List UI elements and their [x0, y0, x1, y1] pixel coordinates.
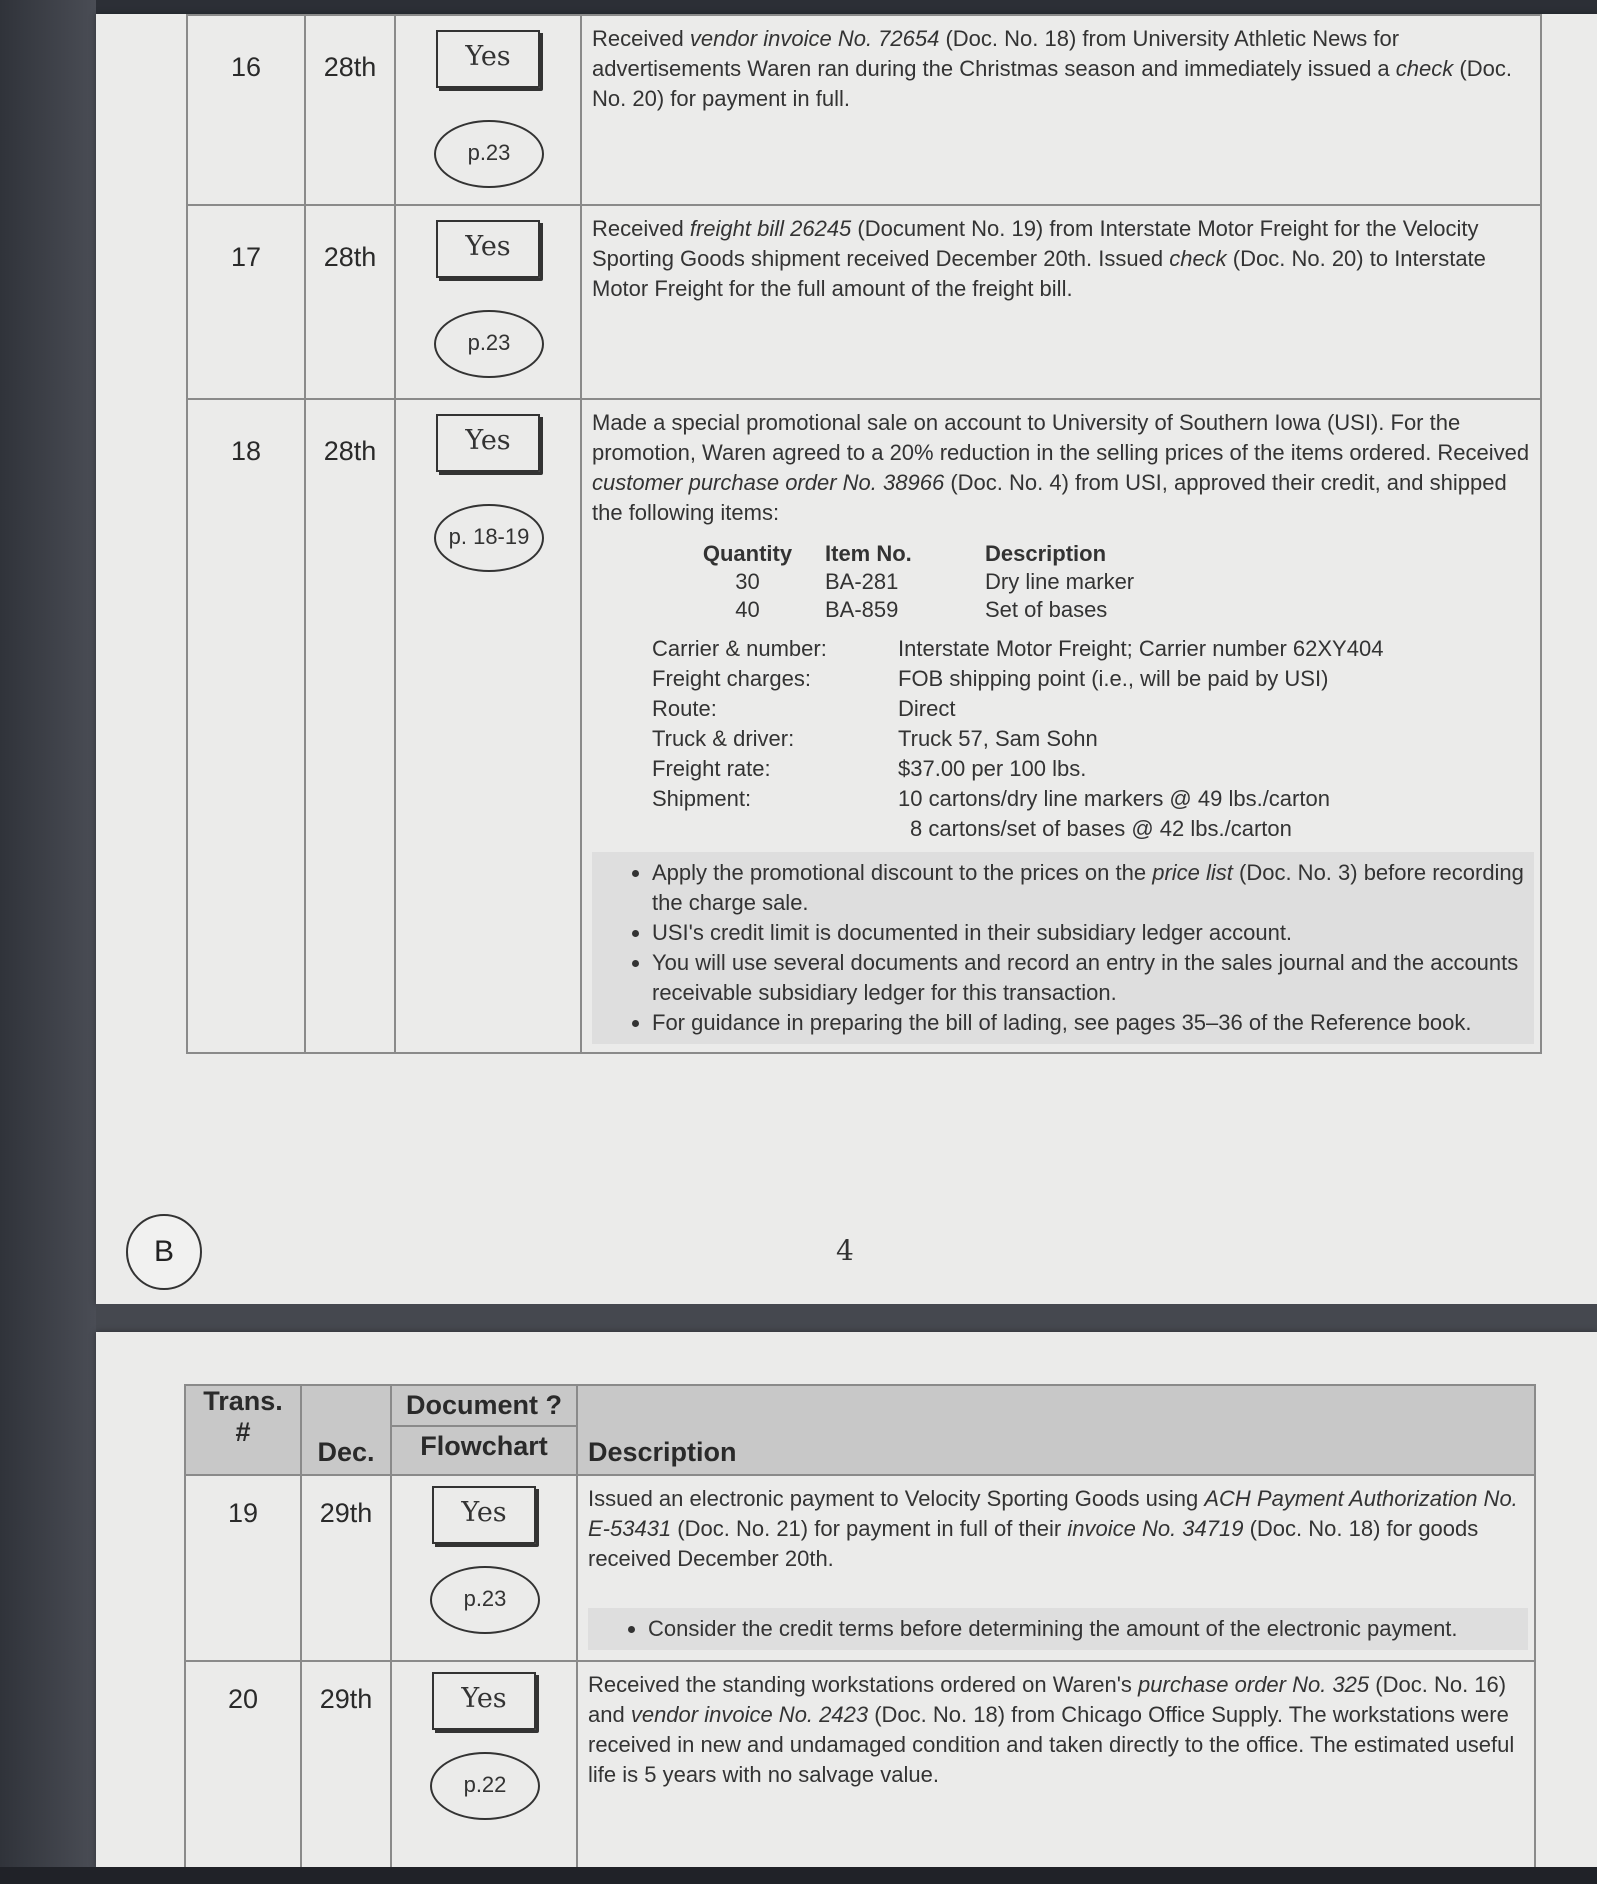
- quantity-header: Quantity: [702, 541, 793, 566]
- desk-background-top: [0, 0, 1597, 14]
- instruction-notes: [592, 852, 1534, 1044]
- list-item: Carrier & number: Interstate Motor Freight; Carrier number 62XY404: [652, 636, 1384, 661]
- transaction-description: Received vendor invoice No. 72654 (Doc. No. 18) from University Athletic News for advertisements Waren ran during the Christmas season and immediately issued a check (Doc. No. 20) for payment in full.: [581, 15, 1541, 205]
- page-number: 4: [836, 1234, 854, 1267]
- document-cell: [391, 1661, 577, 1871]
- transaction-description: Made a special promotional sale on account to University of Southern Iowa (USI). For the promotion, Waren agreed to a 20% reduction in the selling prices of the items ordered. Received customer purchase order No. 38966 (Doc. No. 4) from USI, approved their credit, and shipped the following items: Quantity Item No. Description 30 BA-281 Dry line marker 40 BA-859 Set of bases Carrier & number: Interstate Motor Freight; Carrier number 62XY404 Freight charges: FOB shipping point (i.e., will be paid by USI) Route: Direct Truck & driver: Truck 57, Sam Sohn Freight rate: $37.00 per 100 lbs. Shipment: 10 cartons/dry line markers @ 49 lbs./carton 8 cartons/set of bases @ 42 lbs./carton • Apply the promotional discount to the prices on the price list (Doc. No. 3) before recording the charge sale. • USI's credit limit is documented in their subsidiary ledger account. • You will use several documents and record an entry in the sales journal and the accounts receivable subsidiary ledger for this transaction. • For guidance in preparing the bill of lading, see pages 35–36 of the Reference book.: [581, 399, 1541, 1053]
- document-symbol: Yes: [432, 1486, 536, 1544]
- transaction-description: Received freight bill 26245 (Document No. 19) from Interstate Motor Freight for the Velocity Sporting Goods shipment received December 20th. Issued check (Doc. No. 20) to Interstate Motor Freight for the full amount of the freight bill.: [581, 205, 1541, 399]
- list-item: • For guidance in preparing the bill of lading, see pages 35–36 of the Reference book.: [652, 1008, 1524, 1038]
- document-cell: [395, 205, 581, 399]
- list-item: 30 BA-281 Dry line marker: [735, 569, 1135, 594]
- workbook-page-4: [96, 14, 1597, 1304]
- list-item: Freight charges: FOB shipping point (i.e., will be paid by USI): [652, 666, 1329, 691]
- flowchart-reference: p. 18-19: [434, 504, 544, 572]
- document-symbol: Yes: [436, 220, 540, 278]
- trans-number: 20: [185, 1661, 301, 1871]
- description-header: Description: [985, 541, 1107, 566]
- transaction-description: Issued an electronic payment to Velocity Sporting Goods using ACH Payment Authorization No. E-53431 (Doc. No. 21) for payment in full of their invoice No. 34719 (Doc. No. 18) for goods received December 20th. • Consider the credit terms before determining the amount of the electronic payment.: [577, 1475, 1535, 1661]
- transaction-description: Received the standing workstations ordered on Waren's purchase order No. 325 (Doc. No. 16) and vendor invoice No. 2423 (Doc. No. 18) from Chicago Office Supply. The workstations were received in new and undamaged condition and taken directly to the office. The estimated useful life is 5 years with no salvage value.: [577, 1661, 1535, 1871]
- document-symbol: Yes: [432, 1672, 536, 1730]
- list-item: • Consider the credit terms before determining the amount of the electronic payment.: [648, 1614, 1518, 1644]
- shipping-details: [652, 634, 1530, 844]
- table-row: [187, 399, 1541, 1053]
- desk-background-left: [0, 0, 96, 1884]
- table-row: [185, 1475, 1535, 1661]
- workbook-page-5: [96, 1332, 1597, 1867]
- list-item: Route: Direct: [652, 696, 956, 721]
- transactions-table-bottom: [184, 1384, 1536, 1872]
- document-cell: [395, 399, 581, 1053]
- list-item: • Apply the promotional discount to the prices on the price list (Doc. No. 3) before recording the charge sale.: [652, 858, 1524, 918]
- list-item: Freight rate: $37.00 per 100 lbs.: [652, 756, 1087, 781]
- item-number-header: Item No.: [825, 541, 912, 566]
- list-item: 8 cartons/set of bases @ 42 lbs./carton: [910, 816, 1292, 841]
- items-list: [670, 540, 1530, 624]
- document-cell: [391, 1475, 577, 1661]
- flowchart-reference: p.23: [434, 120, 544, 188]
- column-header-dec: Dec.: [301, 1385, 391, 1475]
- trans-date: 28th: [305, 205, 395, 399]
- trans-date: 29th: [301, 1475, 391, 1661]
- trans-date: 28th: [305, 15, 395, 205]
- trans-number: 19: [185, 1475, 301, 1661]
- trans-date: 29th: [301, 1661, 391, 1871]
- trans-date: 28th: [305, 399, 395, 1053]
- flowchart-reference: p.22: [430, 1752, 540, 1820]
- page-gap: [96, 1304, 1597, 1332]
- table-row: [187, 15, 1541, 205]
- transactions-table-top: [186, 14, 1542, 1054]
- table-row: [187, 205, 1541, 399]
- column-header-trans: Trans. #: [185, 1385, 301, 1475]
- document-symbol: Yes: [436, 30, 540, 88]
- trans-number: 16: [187, 15, 305, 205]
- table-row: [185, 1661, 1535, 1871]
- document-cell: [395, 15, 581, 205]
- list-item: 40 BA-859 Set of bases: [735, 597, 1108, 622]
- table-header: [185, 1385, 1535, 1475]
- list-item: • USI's credit limit is documented in their subsidiary ledger account.: [652, 918, 1524, 948]
- list-item: Shipment: 10 cartons/dry line markers @ 49 lbs./carton: [652, 786, 1330, 811]
- column-header-description: Description: [577, 1385, 1535, 1475]
- instruction-notes: [588, 1608, 1528, 1650]
- document-symbol: Yes: [436, 414, 540, 472]
- desk-background-bottom: [0, 1867, 1597, 1884]
- flowchart-reference: p.23: [430, 1566, 540, 1634]
- list-item: Truck & driver: Truck 57, Sam Sohn: [652, 726, 1098, 751]
- trans-number: 18: [187, 399, 305, 1053]
- column-header-document: Document ? Flowchart: [391, 1385, 577, 1475]
- section-b-marker: B: [126, 1214, 202, 1290]
- trans-number: 17: [187, 205, 305, 399]
- flowchart-reference: p.23: [434, 310, 544, 378]
- list-item: • You will use several documents and record an entry in the sales journal and the accounts receivable subsidiary ledger for this transaction.: [652, 948, 1524, 1008]
